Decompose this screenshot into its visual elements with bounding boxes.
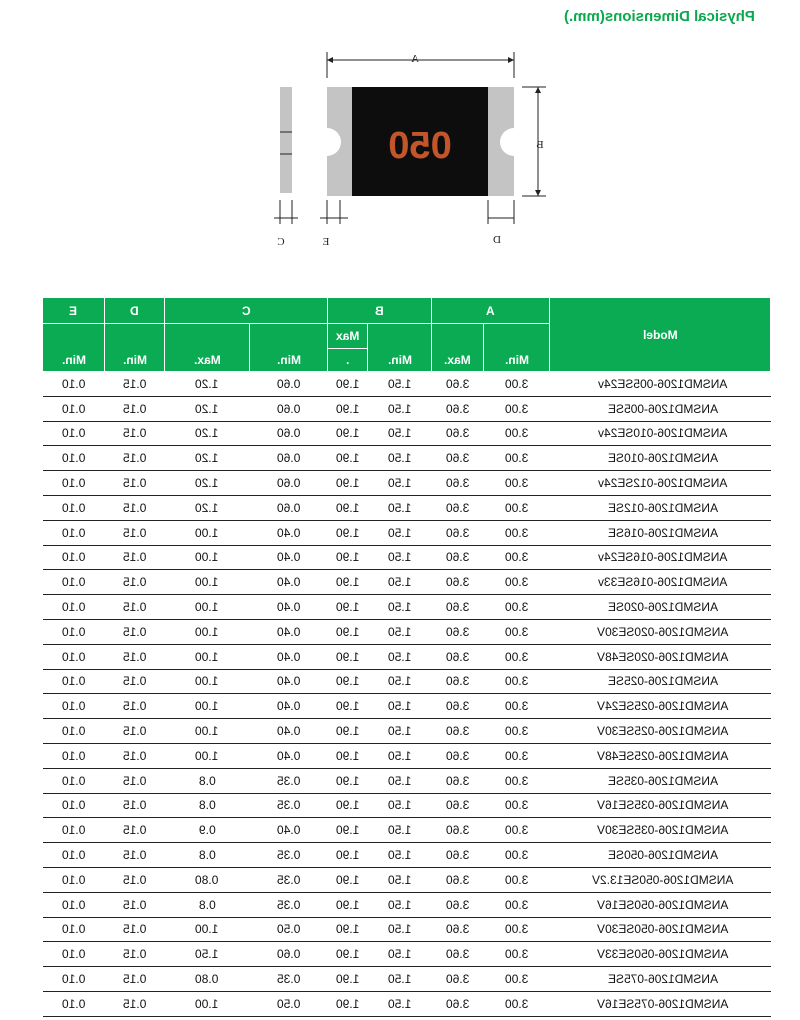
cell-e-min: 0.10 [43, 892, 105, 917]
chip-marking: 050 [388, 125, 452, 167]
cell-d-min: 0.15 [105, 545, 165, 570]
table-row [43, 843, 771, 868]
cell-b-max: 1.90 [328, 917, 368, 942]
cell-a-min: 3.00 [484, 743, 550, 768]
cell-b-max: 1.90 [328, 743, 368, 768]
cell-c-min: 0.35 [250, 892, 328, 917]
cell-e-min: 0.10 [43, 942, 105, 967]
cell-c-min: 0.60 [250, 396, 328, 421]
cell-c-max: 1.00 [165, 991, 250, 1016]
cell-a-max: 3.60 [432, 694, 484, 719]
page-title [548, 6, 770, 28]
cell-d-min: 0.15 [105, 644, 165, 669]
cell-b-min: 1.50 [368, 818, 432, 843]
cell-a-max: 3.60 [432, 372, 484, 397]
cell-model: ANSMD1206-050SE13.2V [550, 867, 771, 892]
cell-b-max: 1.90 [328, 471, 368, 496]
cell-b-min: 1.50 [368, 570, 432, 595]
dim-d-label: D [493, 234, 501, 246]
cell-d-min: 0.15 [105, 743, 165, 768]
cell-a-min: 3.00 [484, 520, 550, 545]
cell-b-min: 1.50 [368, 619, 432, 644]
cell-e-min: 0.10 [43, 719, 105, 744]
cell-b-max: 1.90 [328, 942, 368, 967]
cell-b-max: 1.90 [328, 619, 368, 644]
table-row [43, 372, 771, 397]
cell-a-min: 3.00 [484, 818, 550, 843]
cell-a-max: 3.60 [432, 545, 484, 570]
cell-b-max: 1.90 [328, 843, 368, 868]
cell-a-min: 3.00 [484, 396, 550, 421]
cell-c-min: 0.35 [250, 967, 328, 992]
cell-model: ANSMD1206-020SE [550, 595, 771, 620]
table-row [43, 719, 771, 744]
cell-a-max: 3.60 [432, 942, 484, 967]
cell-b-min: 1.50 [368, 892, 432, 917]
cell-b-max: 1.90 [328, 991, 368, 1016]
cell-b-min: 1.50 [368, 471, 432, 496]
cell-model: ANSMD1206-050SE [550, 843, 771, 868]
table-row [43, 967, 771, 992]
cell-b-max: 1.90 [328, 719, 368, 744]
cell-e-min: 0.10 [43, 644, 105, 669]
cell-b-min: 1.50 [368, 942, 432, 967]
cell-e-min: 0.10 [43, 669, 105, 694]
dim-c-label: C [277, 236, 285, 248]
cell-a-max: 3.60 [432, 520, 484, 545]
cell-a-max: 3.60 [432, 619, 484, 644]
cell-b-max: 1.90 [328, 644, 368, 669]
cell-c-min: 0.50 [250, 917, 328, 942]
cell-a-min: 3.00 [484, 669, 550, 694]
cell-c-max: 0.8 [165, 768, 250, 793]
cell-b-min: 1.50 [368, 446, 432, 471]
header-a: A [432, 298, 550, 324]
cell-c-min: 0.40 [250, 520, 328, 545]
cell-a-min: 3.00 [484, 595, 550, 620]
cell-e-min: 0.10 [43, 768, 105, 793]
table-body [43, 372, 771, 1017]
cell-c-max: 1.00 [165, 694, 250, 719]
cell-e-min: 0.10 [43, 867, 105, 892]
chip-diagram [260, 40, 560, 260]
cell-c-min: 0.40 [250, 644, 328, 669]
cell-d-min: 0.15 [105, 719, 165, 744]
cell-model: ANSMD1206-025SE48V [550, 743, 771, 768]
cell-d-min: 0.15 [105, 570, 165, 595]
cell-c-max: 0.80 [165, 967, 250, 992]
page-title-text: Physical Dimensions(mm.) [563, 8, 755, 25]
cell-a-min: 3.00 [484, 967, 550, 992]
cell-a-max: 3.60 [432, 991, 484, 1016]
cell-model: ANSMD1206-010SE24v [550, 421, 771, 446]
cell-model: ANSMD1206-016SE24v [550, 545, 771, 570]
cell-d-min: 0.15 [105, 396, 165, 421]
cell-d-min: 0.15 [105, 991, 165, 1016]
header-b-min: Min. [368, 324, 432, 372]
cell-a-max: 3.60 [432, 818, 484, 843]
cell-c-max: 1.20 [165, 495, 250, 520]
cell-model: ANSMD1206-025SE [550, 669, 771, 694]
cell-e-min: 0.10 [43, 446, 105, 471]
cell-e-min: 0.10 [43, 570, 105, 595]
cell-a-max: 3.60 [432, 595, 484, 620]
cell-b-min: 1.50 [368, 843, 432, 868]
cell-d-min: 0.15 [105, 867, 165, 892]
cell-b-min: 1.50 [368, 743, 432, 768]
cell-c-min: 0.40 [250, 570, 328, 595]
cell-b-max: 1.90 [328, 545, 368, 570]
cell-a-min: 3.00 [484, 867, 550, 892]
header-b: B [328, 298, 432, 324]
cell-c-max: 1.00 [165, 743, 250, 768]
cell-a-min: 3.00 [484, 545, 550, 570]
cell-e-min: 0.10 [43, 520, 105, 545]
cell-b-max: 1.90 [328, 495, 368, 520]
cell-c-max: 0.8 [165, 843, 250, 868]
table-row [43, 570, 771, 595]
cell-e-min: 0.10 [43, 396, 105, 421]
cell-c-min: 0.40 [250, 595, 328, 620]
table-row [43, 669, 771, 694]
cell-c-max: 1.00 [165, 669, 250, 694]
cell-c-max: 1.00 [165, 619, 250, 644]
cell-a-max: 3.60 [432, 967, 484, 992]
cell-a-min: 3.00 [484, 495, 550, 520]
table-row [43, 545, 771, 570]
cell-c-min: 0.40 [250, 743, 328, 768]
cell-a-min: 3.00 [484, 570, 550, 595]
cell-c-min: 0.40 [250, 719, 328, 744]
cell-c-max: 1.00 [165, 570, 250, 595]
cell-d-min: 0.15 [105, 694, 165, 719]
cell-a-min: 3.00 [484, 619, 550, 644]
cell-a-max: 3.60 [432, 495, 484, 520]
cell-a-max: 3.60 [432, 917, 484, 942]
cell-a-max: 3.60 [432, 867, 484, 892]
cell-b-min: 1.50 [368, 768, 432, 793]
cell-e-min: 0.10 [43, 967, 105, 992]
cell-model: ANSMD1206-005SE [550, 396, 771, 421]
table-row [43, 942, 771, 967]
cell-b-max: 1.90 [328, 669, 368, 694]
table-row [43, 619, 771, 644]
dimensions-table [42, 297, 771, 1017]
cell-e-min: 0.10 [43, 694, 105, 719]
dim-e-label: E [322, 236, 330, 248]
cell-b-min: 1.50 [368, 545, 432, 570]
cell-b-max: 1.90 [328, 520, 368, 545]
cell-model: ANSMD1206-025SE30V [550, 719, 771, 744]
cell-model: ANSMD1206-075SE16V [550, 991, 771, 1016]
cell-e-min: 0.10 [43, 471, 105, 496]
cell-e-min: 0.10 [43, 595, 105, 620]
cell-b-max: 1.90 [328, 570, 368, 595]
header-c-min: Min. [250, 324, 328, 372]
cell-a-min: 3.00 [484, 793, 550, 818]
cell-a-min: 3.00 [484, 768, 550, 793]
table-row [43, 421, 771, 446]
cell-d-min: 0.15 [105, 942, 165, 967]
cell-a-min: 3.00 [484, 471, 550, 496]
table-row [43, 768, 771, 793]
cell-a-max: 3.60 [432, 892, 484, 917]
header-b-max-bottom: . [328, 349, 368, 372]
cell-e-min: 0.10 [43, 843, 105, 868]
table-row [43, 520, 771, 545]
table-row [43, 694, 771, 719]
cell-d-min: 0.15 [105, 917, 165, 942]
cell-c-max: 0.8 [165, 892, 250, 917]
cell-b-min: 1.50 [368, 421, 432, 446]
header-d: D [105, 298, 165, 324]
cell-c-max: 0.8 [165, 793, 250, 818]
cell-c-min: 0.60 [250, 942, 328, 967]
cell-c-min: 0.60 [250, 372, 328, 397]
cell-d-min: 0.15 [105, 818, 165, 843]
cell-b-max: 1.90 [328, 867, 368, 892]
cell-c-max: 1.50 [165, 942, 250, 967]
cell-model: ANSMD1206-020SE48V [550, 644, 771, 669]
cell-a-max: 3.60 [432, 719, 484, 744]
header-c-max: Max. [165, 324, 250, 372]
cell-b-max: 1.90 [328, 595, 368, 620]
cell-b-max: 1.90 [328, 421, 368, 446]
header-model: Model [550, 298, 771, 372]
cell-model: ANSMD1206-035SE [550, 768, 771, 793]
cell-a-min: 3.00 [484, 644, 550, 669]
cell-b-min: 1.50 [368, 793, 432, 818]
table-row [43, 917, 771, 942]
cell-model: ANSMD1206-020SE30V [550, 619, 771, 644]
cell-b-min: 1.50 [368, 644, 432, 669]
cell-a-max: 3.60 [432, 421, 484, 446]
cell-model: ANSMD1206-005SE24v [550, 372, 771, 397]
table-row [43, 595, 771, 620]
cell-d-min: 0.15 [105, 793, 165, 818]
cell-b-min: 1.50 [368, 669, 432, 694]
cell-b-max: 1.90 [328, 694, 368, 719]
cell-b-min: 1.50 [368, 719, 432, 744]
cell-a-max: 3.60 [432, 396, 484, 421]
table-row [43, 793, 771, 818]
cell-c-max: 1.20 [165, 372, 250, 397]
dim-a-arrow-right [508, 57, 514, 63]
cell-d-min: 0.15 [105, 768, 165, 793]
cell-model: ANSMD1206-050SE30V [550, 917, 771, 942]
cell-c-min: 0.60 [250, 471, 328, 496]
cell-a-max: 3.60 [432, 793, 484, 818]
cell-b-max: 1.90 [328, 768, 368, 793]
cell-e-min: 0.10 [43, 495, 105, 520]
cell-model: ANSMD1206-012SE24v [550, 471, 771, 496]
table-row [43, 867, 771, 892]
table-row [43, 396, 771, 421]
cell-a-min: 3.00 [484, 719, 550, 744]
cell-c-min: 0.50 [250, 991, 328, 1016]
table-row [43, 644, 771, 669]
cell-e-min: 0.10 [43, 917, 105, 942]
cell-a-min: 3.00 [484, 942, 550, 967]
cell-e-min: 0.10 [43, 545, 105, 570]
cell-d-min: 0.15 [105, 471, 165, 496]
dim-b-arrow-top [535, 87, 541, 93]
cell-a-min: 3.00 [484, 892, 550, 917]
cell-e-min: 0.10 [43, 421, 105, 446]
cell-c-max: 1.00 [165, 595, 250, 620]
cell-model: ANSMD1206-035SE16V [550, 793, 771, 818]
cell-model: ANSMD1206-016SE33v [550, 570, 771, 595]
cell-b-min: 1.50 [368, 520, 432, 545]
cell-c-max: 0.80 [165, 867, 250, 892]
cell-c-max: 0.9 [165, 818, 250, 843]
cell-c-min: 0.35 [250, 793, 328, 818]
cell-b-max: 1.90 [328, 793, 368, 818]
cell-b-min: 1.50 [368, 396, 432, 421]
cell-a-max: 3.60 [432, 471, 484, 496]
cell-b-min: 1.50 [368, 595, 432, 620]
table-header-row-1 [43, 298, 771, 324]
cell-d-min: 0.15 [105, 421, 165, 446]
cell-e-min: 0.10 [43, 818, 105, 843]
cell-d-min: 0.15 [105, 967, 165, 992]
cell-c-min: 0.40 [250, 619, 328, 644]
cell-a-max: 3.60 [432, 644, 484, 669]
cell-c-min: 0.40 [250, 669, 328, 694]
cell-a-min: 3.00 [484, 694, 550, 719]
cell-d-min: 0.15 [105, 843, 165, 868]
table-row [43, 446, 771, 471]
cell-d-min: 0.15 [105, 669, 165, 694]
cell-a-max: 3.60 [432, 446, 484, 471]
cell-a-min: 3.00 [484, 372, 550, 397]
cell-c-max: 1.00 [165, 917, 250, 942]
cell-a-min: 3.00 [484, 421, 550, 446]
cell-model: ANSMD1206-050SE16V [550, 892, 771, 917]
cell-d-min: 0.15 [105, 619, 165, 644]
cell-model: ANSMD1206-025SE24V [550, 694, 771, 719]
cell-e-min: 0.10 [43, 743, 105, 768]
cell-c-min: 0.60 [250, 495, 328, 520]
cell-b-min: 1.50 [368, 372, 432, 397]
cell-e-min: 0.10 [43, 991, 105, 1016]
dim-b-arrow-bottom [535, 190, 541, 196]
cell-c-min: 0.60 [250, 446, 328, 471]
cell-d-min: 0.15 [105, 520, 165, 545]
cell-model: ANSMD1206-012SE [550, 495, 771, 520]
cell-c-min: 0.35 [250, 867, 328, 892]
side-view-terminal [280, 87, 292, 193]
header-b-max-top: Max [328, 324, 368, 349]
cell-c-max: 1.20 [165, 396, 250, 421]
cell-e-min: 0.10 [43, 619, 105, 644]
header-c: C [165, 298, 328, 324]
cell-c-max: 1.00 [165, 644, 250, 669]
header-a-min: Min. [484, 324, 550, 372]
cell-d-min: 0.15 [105, 892, 165, 917]
cell-a-max: 3.60 [432, 743, 484, 768]
table-row [43, 495, 771, 520]
cell-a-max: 3.60 [432, 669, 484, 694]
header-a-max: Max. [432, 324, 484, 372]
cell-b-max: 1.90 [328, 446, 368, 471]
cell-c-min: 0.40 [250, 818, 328, 843]
cell-a-max: 3.60 [432, 843, 484, 868]
cell-a-min: 3.00 [484, 843, 550, 868]
cell-e-min: 0.10 [43, 372, 105, 397]
table-row [43, 743, 771, 768]
cell-b-max: 1.90 [328, 396, 368, 421]
table-row [43, 991, 771, 1016]
cell-c-max: 1.20 [165, 471, 250, 496]
cell-b-max: 1.90 [328, 892, 368, 917]
cell-c-min: 0.35 [250, 768, 328, 793]
cell-model: ANSMD1206-010SE [550, 446, 771, 471]
cell-a-max: 3.60 [432, 768, 484, 793]
cell-model: ANSMD1206-035SE30V [550, 818, 771, 843]
cell-c-min: 0.40 [250, 545, 328, 570]
cell-e-min: 0.10 [43, 793, 105, 818]
dim-a-label: A [411, 53, 419, 65]
cell-b-min: 1.50 [368, 495, 432, 520]
table-row [43, 892, 771, 917]
cell-model: ANSMD1206-075SE [550, 967, 771, 992]
cell-a-max: 3.60 [432, 570, 484, 595]
cell-b-min: 1.50 [368, 867, 432, 892]
cell-b-min: 1.50 [368, 967, 432, 992]
cell-d-min: 0.15 [105, 372, 165, 397]
cell-b-min: 1.50 [368, 991, 432, 1016]
cell-c-max: 1.20 [165, 446, 250, 471]
cell-c-min: 0.60 [250, 421, 328, 446]
cell-model: ANSMD1206-050SE33V [550, 942, 771, 967]
cell-b-min: 1.50 [368, 917, 432, 942]
cell-c-max: 1.20 [165, 421, 250, 446]
cell-b-max: 1.90 [328, 372, 368, 397]
cell-c-max: 1.00 [165, 545, 250, 570]
dimension-drawing [260, 40, 560, 260]
cell-c-min: 0.40 [250, 694, 328, 719]
cell-a-min: 3.00 [484, 917, 550, 942]
cell-c-max: 1.00 [165, 719, 250, 744]
dim-b-label: B [536, 139, 544, 151]
cell-c-min: 0.35 [250, 843, 328, 868]
cell-d-min: 0.15 [105, 595, 165, 620]
cell-c-max: 1.00 [165, 520, 250, 545]
table-row [43, 818, 771, 843]
dim-a-arrow-left [327, 57, 333, 63]
cell-b-min: 1.50 [368, 694, 432, 719]
cell-a-min: 3.00 [484, 991, 550, 1016]
table-row [43, 471, 771, 496]
cell-b-max: 1.90 [328, 818, 368, 843]
cell-b-max: 1.90 [328, 967, 368, 992]
header-e-min: Min. [43, 324, 105, 372]
cell-a-min: 3.00 [484, 446, 550, 471]
header-e: E [43, 298, 105, 324]
cell-model: ANSMD1206-016SE [550, 520, 771, 545]
cell-d-min: 0.15 [105, 495, 165, 520]
header-d-min: Min. [105, 324, 165, 372]
cell-d-min: 0.15 [105, 446, 165, 471]
